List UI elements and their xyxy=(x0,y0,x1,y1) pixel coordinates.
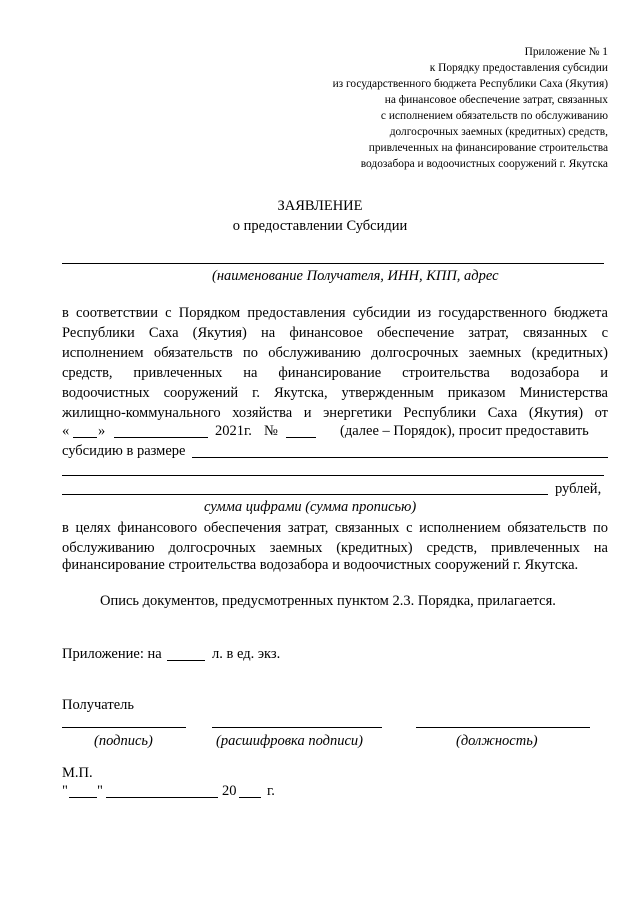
final-date-month-field[interactable] xyxy=(106,797,218,798)
number-sign: № xyxy=(264,423,278,439)
body-line: средств, привлеченных на финансирование строительства водозабора и xyxy=(62,365,608,381)
position-field[interactable] xyxy=(416,727,590,728)
attachment-suffix: л. в ед. экз. xyxy=(212,646,281,662)
purpose-line: финансирование строительства водозабора и водоочистных сооружений г. Якутска. xyxy=(62,557,579,573)
appendix-line: с исполнением обязательств по обслуживанию xyxy=(380,110,608,122)
signature-decoding-caption: (расшифровка подписи) xyxy=(216,733,364,749)
appendix-line: из государственного бюджета Республики Саха (Якутия) xyxy=(332,78,608,90)
signature-field[interactable] xyxy=(62,727,186,728)
date-quote-open: « xyxy=(62,423,70,439)
purpose-line: обслуживанию долгосрочных заемных (кредитных) средств, привлеченных на xyxy=(62,540,608,556)
amount-field-line3[interactable] xyxy=(62,494,548,495)
recipient-label: Получатель xyxy=(62,697,134,713)
order-number-field[interactable] xyxy=(286,437,316,438)
recipient-caption: (наименование Получателя, ИНН, КПП, адрес xyxy=(212,268,499,284)
date-month-field[interactable] xyxy=(114,437,208,438)
attachment-pages-field[interactable] xyxy=(167,660,205,661)
final-date-day-field[interactable] xyxy=(69,797,97,798)
appendix-line: на финансовое обеспечение затрат, связанных xyxy=(384,94,608,106)
date-year: 2021г. xyxy=(215,423,252,439)
attachment-prefix: Приложение: на xyxy=(62,646,162,662)
amount-caption: сумма цифрами (сумма прописью) xyxy=(204,499,417,515)
signature-caption: (подпись) xyxy=(94,733,153,749)
document-title: ЗАЯВЛЕНИЕ xyxy=(277,198,363,214)
appendix-line: привлеченных на финансирование строительства xyxy=(368,142,608,154)
appendix-header xyxy=(333,44,608,172)
position-caption: (должность) xyxy=(456,733,538,749)
date-quote-close: » xyxy=(98,423,106,439)
amount-field[interactable] xyxy=(192,457,608,458)
body-line: жилищно-коммунального хозяйства и энергетики Республики Саха (Якутия) от xyxy=(62,405,608,421)
body-line: Республики Саха (Якутия) на финансовое обеспечение затрат, связанных с xyxy=(62,325,608,341)
appendix-line: к Порядку предоставления субсидии xyxy=(429,62,608,74)
rubles-suffix: рублей, xyxy=(555,481,602,497)
inventory-note: Опись документов, предусмотренных пунктом 2.3. Порядка, прилагается. xyxy=(100,593,556,609)
body-line: водоочистных сооружений г. Якутска, утвержденным приказом Министерства xyxy=(62,385,608,401)
final-date-century: 20 xyxy=(222,783,237,799)
date-day-field[interactable] xyxy=(73,437,97,438)
appendix-line: долгосрочных заемных (кредитных) средств, xyxy=(389,126,608,138)
final-date-quote-close: " xyxy=(97,783,103,799)
appendix-line: водозабора и водоочистных сооружений г. Якутска xyxy=(360,158,608,170)
stamp-label: М.П. xyxy=(62,765,93,781)
purpose-line: в целях финансового обеспечения затрат, связанных с исполнением обязательств по xyxy=(62,520,608,536)
signature-decoding-field[interactable] xyxy=(212,727,382,728)
final-date-year-field[interactable] xyxy=(239,797,261,798)
appendix-line: Приложение № 1 xyxy=(524,46,608,58)
body-line: исполнением обязательств по обслуживанию долгосрочных заемных (кредитных) xyxy=(62,345,608,361)
final-date-year-suffix: г. xyxy=(267,783,275,799)
recipient-field[interactable] xyxy=(62,263,604,264)
date-line-rest: (далее – Порядок), просит предоставить xyxy=(340,423,589,439)
final-date-quote-open: " xyxy=(62,783,68,799)
body-line: в соответствии с Порядком предоставления субсидии из государственного бюджета xyxy=(62,305,608,321)
amount-field-line2[interactable] xyxy=(62,475,604,476)
amount-label: субсидию в размере xyxy=(62,443,186,459)
document-subtitle: о предоставлении Субсидии xyxy=(232,218,408,234)
